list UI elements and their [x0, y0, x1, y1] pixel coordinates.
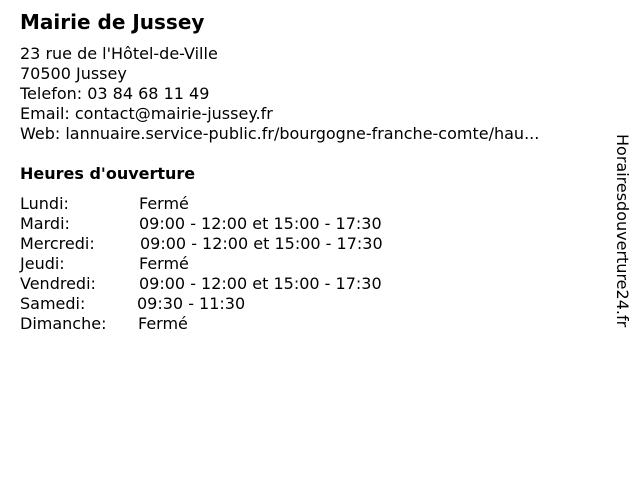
hours-time: Fermé — [139, 194, 189, 213]
hours-day: Vendredi: — [20, 274, 96, 293]
hours-day: Jeudi: — [20, 254, 65, 273]
address-street: 23 rue de l'Hôtel-de-Ville — [20, 44, 218, 63]
email-line: Email: contact@mairie-jussey.fr — [20, 104, 273, 123]
hours-time: 09:30 - 11:30 — [137, 294, 246, 313]
hours-time: 09:00 - 12:00 et 15:00 - 17:30 — [139, 214, 382, 233]
hours-day: Dimanche: — [20, 314, 107, 333]
phone-line: Telefon: 03 84 68 11 49 — [20, 84, 210, 103]
hours-day: Samedi: — [20, 294, 86, 313]
address-city: 70500 Jussey — [20, 64, 127, 83]
hours-day: Lundi: — [20, 194, 69, 213]
hours-time: 09:00 - 12:00 et 15:00 - 17:30 — [139, 274, 382, 293]
hours-time: 09:00 - 12:00 et 15:00 - 17:30 — [140, 234, 383, 253]
page-title: Mairie de Jussey — [20, 10, 205, 34]
contact-block — [20, 44, 539, 144]
hours-day: Mercredi: — [20, 234, 95, 253]
hours-day: Mardi: — [20, 214, 70, 233]
hours-time: Fermé — [138, 314, 188, 333]
site-watermark: Horairesdouverture24.fr — [613, 134, 632, 328]
hours-time: Fermé — [139, 254, 189, 273]
web-line: Web: lannuaire.service-public.fr/bourgogne-franche-comte/hau... — [20, 124, 540, 143]
opening-hours-heading: Heures d'ouverture — [20, 164, 196, 183]
